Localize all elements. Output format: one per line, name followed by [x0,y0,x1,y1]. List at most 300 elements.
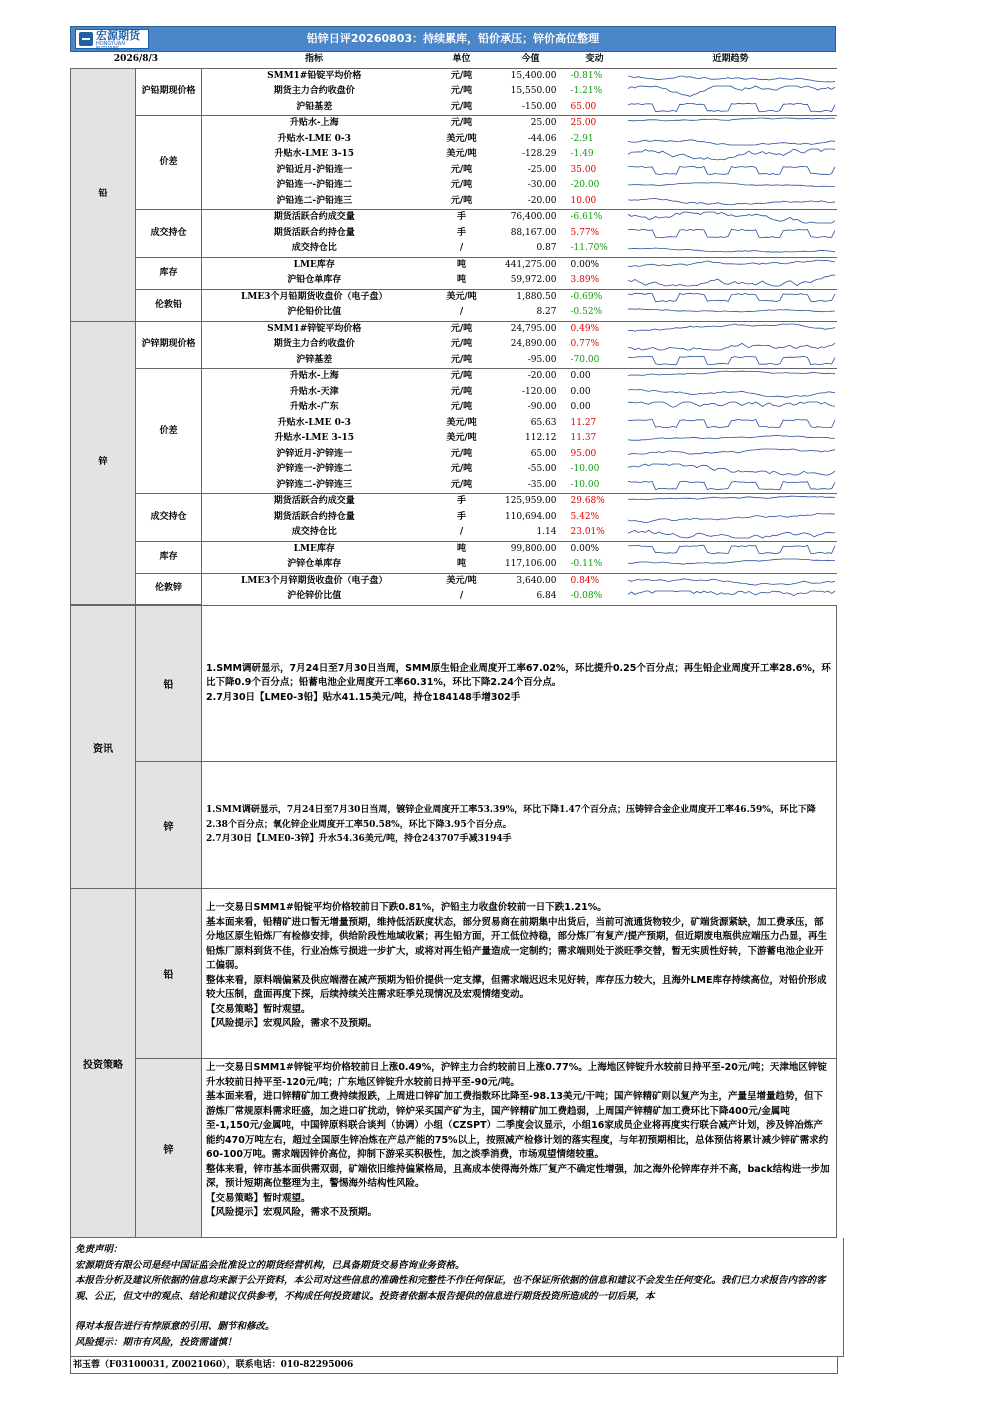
trend-cell [625,478,837,494]
strategy-lead-line: 整体来看，原料端偏紧及供应端潜在减产预期为铅价提供一定支撑，但需求端迟迟未见好转，库存压力较大，且海外LME库存持续高位，对铅价形成较大压制，盘面再度下探，后续持续关注需求旺季兑现情况及宏观情绪变动。 [206,974,827,1000]
trend-sparkline [625,353,837,368]
change-cell: -1.49 [570,149,594,160]
unit-cell: 美元/吨 [427,573,497,589]
trend-line [628,591,835,596]
trend-cell [625,273,837,289]
strategy-zinc-text [202,1059,837,1238]
value-cell: -20.00 [497,369,565,385]
strategy-zinc-line: 【交易策略】暂时观望。 [206,1192,311,1204]
unit-cell: / [459,591,464,602]
strategy-lead-text [202,889,837,1059]
change-cell: -11.70% [570,243,608,254]
trend-line [628,343,835,350]
trend-line [628,198,835,204]
value-cell: 65.00 [530,448,557,459]
change-cell: -0.69% [565,289,625,305]
change-cell: 65.00 [570,101,597,112]
value-cell: 1.14 [536,527,557,538]
trend-cell [625,68,837,84]
disclaimer-line: 风险提示：期市有风险，投资需谨慎！ [75,1336,237,1348]
unit-cell: 手 [427,494,497,510]
change-cell: 10.00 [570,195,597,206]
trend-sparkline [625,147,837,162]
value-cell: 25.00 [497,116,565,132]
unit-cell: 元/吨 [450,402,473,413]
trend-line [628,559,835,564]
news-table [70,605,837,1238]
change-cell: 5.42% [570,511,600,522]
trend-line [628,140,835,145]
trend-line [628,166,835,174]
trend-cell [625,178,837,194]
trend-sparkline [625,69,837,84]
unit-cell: 吨 [427,257,497,273]
trend-sparkline [625,194,837,209]
trend-cell [625,369,837,385]
value-cell: 24,890.00 [510,339,557,350]
indicator-name: 沪伦铅价比值 [287,307,342,318]
value-cell: 441,275.00 [497,257,565,273]
trend-line [628,149,835,160]
trend-cell [625,257,837,273]
group-label: 成交持仓 [136,210,202,258]
disclaimer-line: 本报告分析及建议所依据的信息均来源于公开资料，本公司对这些信息的准确性和完整性不作任何保证，也不保证所依据的信息和建议不会发生任何变化。我们已力求报告内容的客观、公正，但文中的观点、结论和建议仅供参考，不构成任何投资建议。投资者依据本报告提供的信息进行期货投资所造成的一切后果，本 [75,1275,826,1302]
change-cell: 0.00 [570,386,591,397]
news-label: 资讯 [71,606,136,889]
data-row [71,257,837,273]
group-label: 沪锌期现价格 [136,321,202,369]
change-cell: -10.00 [570,464,600,475]
change-cell: 5.77% [570,227,600,238]
disclaimer-line [75,1304,839,1319]
unit-cell: 手 [427,210,497,226]
change-cell: 0.77% [570,339,600,350]
group-label: 伦敦锌 [136,573,202,605]
trend-line [628,248,835,252]
analyst-contact: 祁玉蓉（F03100031, Z0021060），联系电话：010-82295006 [70,1357,838,1374]
trend-cell [625,226,837,242]
group-label: 沪铅期现价格 [136,68,202,116]
trend-line [628,309,835,312]
indicator-name: 沪铅近月-沪铅连一 [276,164,353,175]
change-cell: 3.89% [570,275,600,286]
metal-label: 锌 [71,321,136,605]
trend-line [628,293,835,301]
trend-line [628,103,835,111]
value-cell: -150.00 [521,101,557,112]
value-cell: 3,640.00 [497,573,565,589]
data-row [71,68,837,84]
change-cell: -70.00 [570,354,600,365]
trend-cell [625,589,837,605]
disclaimer-line: 得对本报告进行有悖原意的引用、删节和修改。 [75,1321,275,1332]
unit-cell: 吨 [456,559,466,570]
indicator-name: LME3个月铅期货收盘价（电子盘） [202,289,427,305]
trend-sparkline [625,322,837,337]
value-cell: -35.00 [527,479,557,490]
unit-cell: 元/吨 [450,386,473,397]
value-cell: 117,106.00 [504,559,557,570]
indicator-name: 沪锌仓单库存 [287,559,342,570]
indicator-name: 沪锌近月-沪锌连一 [276,448,353,459]
column-header-row [71,52,837,68]
trend-sparkline [625,400,837,415]
trend-sparkline [625,589,837,604]
unit-cell: 美元/吨 [446,133,477,144]
indicator-name: 沪锌连二-沪锌连三 [276,479,353,490]
strategy-lead-label: 铅 [136,889,202,1059]
group-label: 成交持仓 [136,494,202,542]
metal-label: 铅 [71,68,136,321]
unit-cell: 元/吨 [450,101,473,112]
trend-line [628,530,835,538]
trend-line [628,419,835,427]
data-row [71,210,837,226]
data-row [71,573,837,589]
trend-line [628,579,835,585]
value-cell: -95.00 [527,354,557,365]
strategy-lead-line: 上一交易日SMM1#铅锭平均价格较前日下跌0.81%，沪铅主力收盘价较前一日下跌1.21%。 [206,902,607,913]
trend-cell [625,385,837,401]
change-cell: 11.27 [570,417,597,428]
change-cell: -0.52% [570,307,603,318]
indicator-name: LME库存 [202,541,427,557]
unit-cell: 吨 [456,275,466,286]
news-zinc-line: 2.7月30日【LME0-3锌】升水54.36美元/吨，持仓243707手减3194手 [206,834,512,845]
indicator-name: 升贴水-上海 [202,369,427,385]
report-sheet [70,26,836,1374]
trend-cell [625,132,837,148]
unit-cell: 元/吨 [450,164,473,175]
news-lead-line: 1.SMM调研显示，7月24日至7月30日当周，SMM原生铅企业周度开工率67.02%，环比提升0.25个百分点；再生铅企业周度开工率28.6%，环比下降0.9个百分点；铅蓄电池企业周度开工率60.31%，环比下降2.24个百分点。 [206,662,831,689]
indicator-name: 升贴水-广东 [289,402,339,413]
value-cell: 0.87 [536,243,557,254]
data-row [71,494,837,510]
trend-cell [625,100,837,116]
unit-cell: 美元/吨 [446,433,477,444]
trend-cell [625,447,837,463]
trend-cell [625,289,837,305]
strategy-zinc-line: 整体来看，锌市基本面供需双弱，矿端依旧维持偏紧格局，且高成本使得海外炼厂复产不确定性增强，加之海外伦锌库存并不高，back结构进一步加深，预计短期高位整理为主，警惕海外结构性风险。 [206,1163,830,1189]
change-cell: -6.61% [565,210,625,226]
trend-line [628,260,835,266]
trend-line [628,356,835,364]
trend-cell [625,525,837,541]
value-cell: -90.00 [527,402,557,413]
col-indicator: 指标 [202,52,427,68]
change-cell: 0.84% [565,573,625,589]
indicator-name: 升贴水-LME 0-3 [277,133,351,144]
indicator-name: 升贴水-上海 [202,116,427,132]
value-cell: 99,800.00 [497,541,565,557]
trend-cell [625,400,837,416]
news-lead-text [202,606,837,762]
trend-sparkline [625,178,837,193]
trend-cell [625,321,837,337]
trend-sparkline [625,525,837,540]
value-cell: -30.00 [527,180,557,191]
news-zinc-text [202,762,837,889]
trend-sparkline [625,163,837,178]
news-zinc-line: 1.SMM调研显示，7月24日至7月30日当周，镀锌企业周度开工率53.39%，环比下降1.47个百分点；压铸锌合金企业周度开工率46.59%，环比下降2.38个百分点；氧化锌企业周度开工率50.58%，环比下降3.95个百分点。 [206,805,816,830]
indicator-name: 升贴水-LME 3-15 [274,149,355,160]
trend-line [628,118,835,121]
indicator-name: 期货活跃合约成交量 [202,210,427,226]
unit-cell: 美元/吨 [446,417,477,428]
value-cell: 65.63 [530,417,557,428]
unit-cell: 元/吨 [427,369,497,385]
value-cell: 8.27 [536,307,557,318]
strategy-zinc-line: 【风险提示】宏观风险，需求不及预期。 [206,1207,378,1218]
trend-cell [625,241,837,257]
unit-cell: 元/吨 [450,479,473,490]
trend-line [628,324,835,331]
group-label: 价差 [136,116,202,210]
value-cell: 88,167.00 [510,227,557,238]
unit-cell: / [459,307,464,318]
value-cell: -44.06 [527,133,557,144]
indicator-name: 沪铅基差 [296,101,333,112]
change-cell: -2.91 [570,133,594,144]
value-cell: -25.00 [527,164,557,175]
strategy-zinc-line: 基本面来看，进口锌精矿加工费持续报跌，上周进口锌矿加工费指数环比降至-98.13美元/干吨；国产锌精矿则以复产为主，产量呈增量趋势，但下游炼厂常规原料需求旺盛，加之进口矿扰动，锌炉采买国产矿为主，国产锌精矿加工费趋弱，上周国产锌精矿加工费环比下降400元/金属吨至-1,150元/金属吨，中国锌原料联合谈判（协调）小组（CZSPT）二季度会议显示，小组16家成员企业将再度实行联合减产计划，涉及锌冶炼产能约470万吨左右，超过全国原生锌冶炼在产总产能的75%以上，按照减产检修计划的落实程度，与年初预期相比，总体预估将累计减少锌矿需求约60-100万吨。需求端因锌价高位，抑制下游采买积极性，加之淡季消费，市场观望情绪较重。 [206,1091,829,1160]
indicator-name: 沪伦锌价比值 [287,591,342,602]
change-cell: -0.11% [570,559,603,570]
col-trend: 近期趋势 [625,52,837,68]
data-row [71,541,837,557]
unit-cell: 吨 [427,541,497,557]
trend-sparkline [625,447,837,462]
market-data-table [70,52,837,605]
change-cell: 35.00 [570,164,597,175]
unit-cell: 元/吨 [450,195,473,206]
unit-cell: 元/吨 [450,339,473,350]
indicator-name: 沪铅连二-沪铅连三 [276,195,353,206]
indicator-name: 升贴水-LME 3-15 [274,433,355,444]
disclaimer [70,1238,844,1357]
value-cell: 24,795.00 [497,321,565,337]
trend-sparkline [625,416,837,431]
trend-line [628,545,835,553]
change-cell: 0.00 [570,402,591,413]
indicator-name: 升贴水-LME 0-3 [277,417,351,428]
trend-sparkline [625,337,837,352]
unit-cell: 手 [456,227,466,238]
trend-line [628,496,835,500]
trend-cell [625,305,837,321]
value-cell: 59,972.00 [510,275,557,286]
news-lead-line: 2.7月30日【LME0-3铅】贴水41.15美元/吨，持仓184148手增302手 [206,691,521,703]
data-row [71,321,837,337]
change-cell: 11.37 [570,433,597,444]
news-lead-label: 铅 [136,606,202,762]
trend-sparkline [625,132,837,147]
trend-line [628,449,835,455]
report-date: 2026/8/3 [71,52,202,68]
indicator-name: SMM1#铅锭平均价格 [202,68,427,84]
group-label: 价差 [136,369,202,494]
trend-cell [625,194,837,210]
col-value: 今值 [497,52,565,68]
indicator-name: 期货活跃合约成交量 [202,494,427,510]
trend-cell [625,541,837,557]
trend-sparkline [625,557,837,572]
change-cell: -0.81% [565,68,625,84]
unit-cell: 元/吨 [450,354,473,365]
indicator-name: 沪铅连一-沪铅连二 [276,180,353,191]
news-zinc-label: 锌 [136,762,202,889]
trend-line [628,76,835,82]
value-cell: 1,880.50 [497,289,565,305]
indicator-name: 期货活跃合约持仓量 [273,227,355,238]
trend-cell [625,84,837,100]
trend-sparkline [625,462,837,477]
col-unit: 单位 [427,52,497,68]
trend-sparkline [625,542,837,557]
unit-cell: 手 [456,511,466,522]
trend-sparkline [625,369,837,384]
trend-sparkline [625,241,837,256]
change-cell: -20.00 [570,180,600,191]
unit-cell: 元/吨 [427,68,497,84]
trend-cell [625,462,837,478]
change-cell: 0.00% [565,257,625,273]
unit-cell: / [459,527,464,538]
indicator-name: 期货主力合约收盘价 [273,339,355,350]
indicator-name: 沪铅仓单库存 [287,275,342,286]
data-row [71,289,837,305]
trend-sparkline [625,290,837,305]
trend-sparkline [625,273,837,288]
change-cell: 23.01% [570,527,605,538]
trend-cell [625,573,837,589]
logo-subtext: HONGYUAN FUTURES [96,41,125,52]
trend-line [628,86,835,96]
trend-sparkline [625,84,837,99]
strategy-zinc-label: 锌 [136,1059,202,1238]
unit-cell: 元/吨 [450,86,473,97]
indicator-name: LME3个月锌期货收盘价（电子盘） [202,573,427,589]
group-label: 库存 [136,257,202,289]
value-cell: 76,400.00 [497,210,565,226]
report-header [70,26,836,52]
trend-sparkline [625,258,837,273]
trend-line [628,275,835,286]
change-cell: 95.00 [570,448,597,459]
indicator-name: SMM1#锌锭平均价格 [202,321,427,337]
disclaimer-heading: 免责声明： [75,1244,123,1255]
trend-sparkline [625,494,837,509]
change-cell: 25.00 [565,116,625,132]
unit-cell: 美元/吨 [446,149,477,160]
indicator-name: 成交持仓比 [291,243,337,254]
value-cell: 15,550.00 [510,86,557,97]
trend-sparkline [625,305,837,320]
change-cell: 0.49% [565,321,625,337]
col-change: 变动 [565,52,625,68]
data-row [71,116,837,132]
strategy-lead-line: 【风险提示】宏观风险，需求不及预期。 [206,1018,378,1029]
trend-sparkline [625,100,837,115]
data-row [71,369,837,385]
trend-cell [625,557,837,573]
trend-cell [625,116,837,132]
value-cell: 15,400.00 [497,68,565,84]
unit-cell: / [459,243,464,254]
indicator-name: 成交持仓比 [291,527,337,538]
value-cell: 6.84 [536,591,557,602]
indicator-name: 升贴水-天津 [289,386,339,397]
indicator-name: 期货主力合约收盘价 [273,86,355,97]
group-label: 库存 [136,541,202,573]
trend-sparkline [625,478,837,493]
value-cell: -128.29 [521,149,557,160]
indicator-name: LME库存 [202,257,427,273]
change-cell: -1.21% [570,86,603,97]
unit-cell: 元/吨 [450,180,473,191]
trend-cell [625,510,837,526]
value-cell: 110,694.00 [504,511,557,522]
trend-sparkline [625,431,837,446]
strategy-lead-line: 基本面来看，铅精矿进口暂无增量预期，维持低活跃度状态，部分贸易商在前期集中出货后，当前可流通货物较少，矿端货源紧缺，加工费承压，部分地区原生铅炼厂有检修安排，供给阶段性地域收紧；再生铅方面，开工低位持稳，部分炼厂有复产/提产预期，但近期废电瓶供应端压力凸显，再生铅炼厂原料到货不佳，行业冶炼亏损进一步扩大，或将对再生铅产量造成一定制约；需求端则处于淡旺季交替，暂无实质性好转，下游蓄电池企业开工偏弱。 [206,916,827,971]
indicator-name: 期货活跃合约持仓量 [273,511,355,522]
change-cell: -0.08% [570,591,603,602]
strategy-lead-line: 【交易策略】暂时观望。 [206,1003,311,1015]
unit-cell: 元/吨 [450,448,473,459]
trend-cell [625,337,837,353]
trend-cell [625,163,837,179]
change-cell: 29.68% [565,494,625,510]
trend-cell [625,353,837,369]
trend-sparkline [625,210,837,225]
trend-sparkline [625,385,837,400]
group-label: 伦敦铅 [136,289,202,321]
trend-cell [625,431,837,447]
indicator-name: 沪锌连一-沪锌连二 [276,464,353,475]
trend-cell [625,210,837,226]
unit-cell: 元/吨 [427,321,497,337]
trend-sparkline [625,226,837,241]
strategy-zinc-line: 上一交易日SMM1#锌锭平均价格较前日上涨0.49%，沪锌主力合约较前日上涨0.77%。上海地区锌锭升水较前日持平至-20元/吨；天津地区锌锭升水较前日持平至-120元/吨；广东地区锌锭升水较前日持平至-90元/吨。 [206,1062,827,1088]
trend-line [628,481,835,489]
change-cell: 0.00 [565,369,625,385]
trend-line [628,229,835,237]
value-cell: -120.00 [521,386,557,397]
trend-line [628,389,835,397]
trend-cell [625,416,837,432]
trend-sparkline [625,116,837,131]
report-title: 铅锌日评20260803：持续累库，铅价承压；锌价高位整理 [306,32,600,45]
value-cell: 112.12 [525,433,557,444]
unit-cell: 元/吨 [450,464,473,475]
indicator-name: 沪锌基差 [296,354,333,365]
trend-line [628,436,835,441]
logo-text: 宏源期货 [96,29,140,42]
unit-cell: 美元/吨 [427,289,497,305]
trend-line [628,183,835,187]
value-cell: -55.00 [527,464,557,475]
trend-line [628,371,835,375]
change-cell: -10.00 [570,479,600,490]
trend-line [628,402,835,407]
strategy-label: 投资策略 [71,889,136,1238]
trend-line [628,464,835,475]
trend-cell [625,494,837,510]
disclaimer-line: 宏源期货有限公司是经中国证监会批准设立的期货经营机构，已具备期货交易咨询业务资格。 [75,1259,465,1271]
unit-cell: 元/吨 [427,116,497,132]
trend-cell [625,147,837,163]
change-cell: 0.00% [565,541,625,557]
